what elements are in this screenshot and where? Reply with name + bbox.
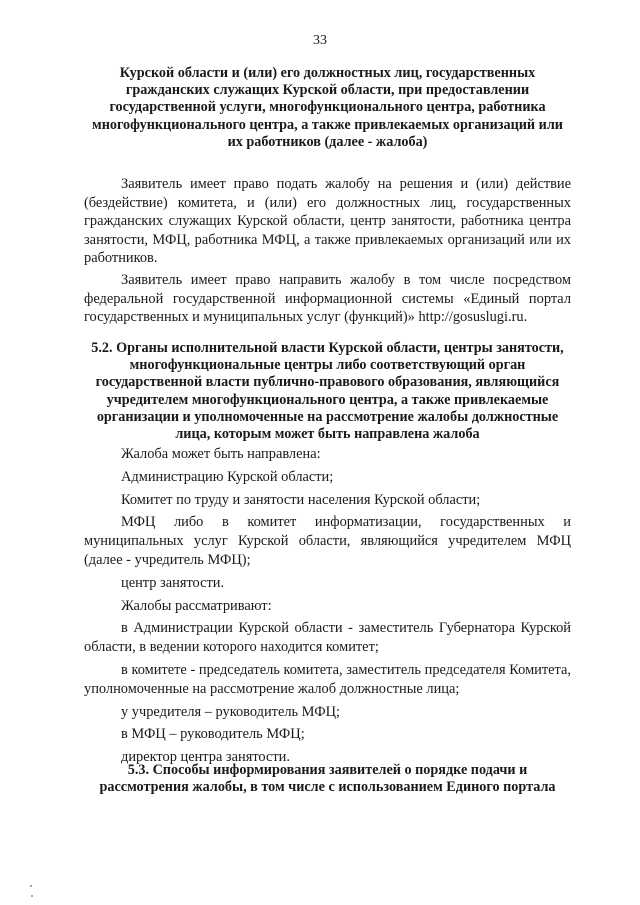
- section-5-3-heading: 5.3. Способы информирования заявителей о порядке подачи и рассмотрения жалобы, в том числе с использованием Единого портала: [99, 762, 556, 796]
- intro-paragraph-1: Заявитель имеет право подать жалобу на решения и (или) действие (бездействие) комитета, и (или) его должностных лиц, государственных гражданских служащих Курской области, центр занятости, работника центра занятости, МФЦ, работника МФЦ, а также привлекаемых организаций или их работников.: [84, 176, 571, 267]
- list-item: Администрацию Курской области;: [121, 468, 334, 485]
- list-item: МФЦ либо в комитет информатизации, государственных и муниципальных услуг Курской области, являющийся учредителем МФЦ (далее - учредитель МФЦ);: [84, 514, 571, 568]
- list-item: центр занятости.: [121, 574, 225, 591]
- list-item: у учредителя – руководитель МФЦ;: [121, 703, 341, 720]
- complaint-section-heading: Курской области и (или) его должностных лиц, государственных гражданских служащих Курской области, при предоставлении государственной услуги, многофункционального центра, работника многофункционального центра, а также привлекаемых организаций или их работников (далее - жалоба): [92, 65, 563, 150]
- list-item: в Администрации Курской области - заместитель Губернатора Курской области, в ведении которого находится комитет;: [84, 620, 571, 656]
- section-5-2-heading: 5.2. Органы исполнительной власти Курской области, центры занятости, многофункциональные центры либо соответствующий орган государственной власти публично-правового образования, являющийся учредителем многофункционального центра, а также привлекаемые организации и уполномоченные на рассмотрение жалобы должностные лица, которым может быть направлена жалоба: [91, 340, 564, 443]
- intro-paragraph-2: Заявитель имеет право направить жалобу в том числе посредством федеральной государственной информационной системы «Единый портал государственных и муниципальных услуг (функций)» http://gosuslugi.ru.: [84, 271, 571, 326]
- section-5-2-body: [84, 445, 571, 771]
- page-number: 33: [313, 33, 327, 48]
- list-item: директор центра занятости.: [121, 749, 290, 766]
- list-item: Жалоба может быть направлена:: [121, 446, 321, 462]
- scan-speck: [31, 895, 33, 897]
- list-item: Комитет по труду и занятости населения Курской области;: [121, 491, 481, 508]
- list-item: Жалобы рассматривают:: [121, 597, 272, 614]
- scan-speck: [30, 885, 32, 887]
- list-item: в МФЦ – руководитель МФЦ;: [121, 726, 305, 743]
- list-item: в комитете - председатель комитета, заместитель председателя Комитета, уполномоченные на рассмотрение жалоб должностные лица;: [84, 661, 571, 697]
- intro-section: [84, 175, 571, 327]
